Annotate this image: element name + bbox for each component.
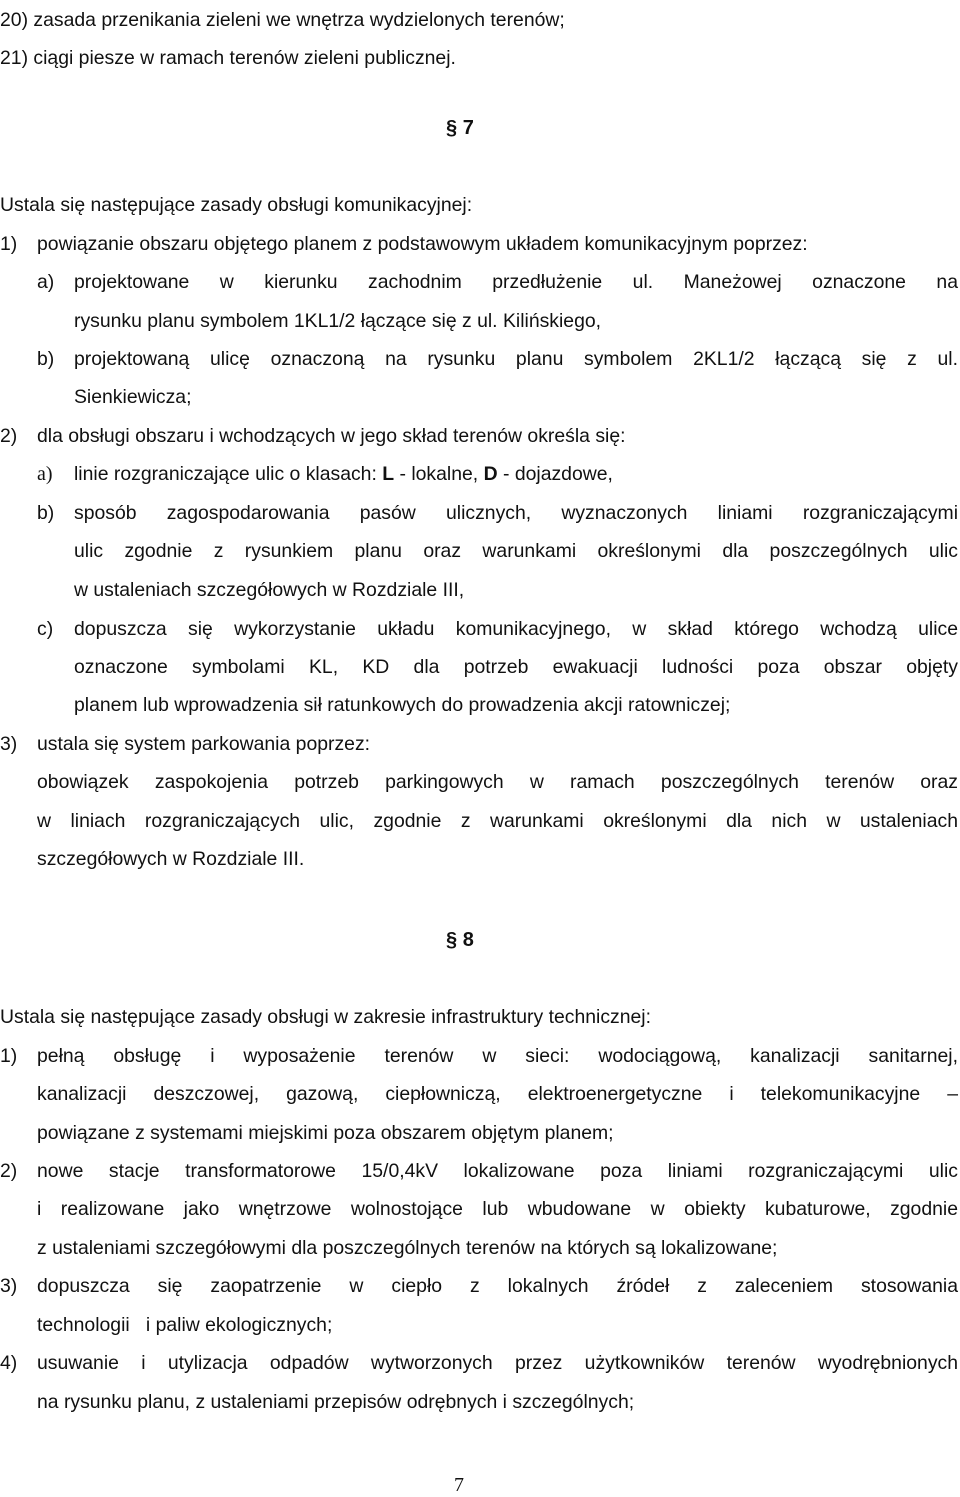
list-number: 1) [0,1045,18,1067]
list-number: 3) [0,733,18,755]
list-number: 2) [0,1160,18,1182]
item-21: 21) ciągi piesze w ramach terenów zieleni publicznej. [0,47,456,69]
list-number: 3) [0,1275,18,1297]
list-letter: c) [37,618,54,640]
page-number: 7 [454,1474,464,1496]
list-item-text: i realizowane jako wnętrzowe wolnostojące lub wbudowane w obiekty kubaturowe, zgodnie [37,1198,958,1220]
list-letter: b) [37,502,55,524]
list-number: 1) [0,233,18,255]
item-20: 20) zasada przenikania zieleni we wnętrza wydzielonych terenów; [0,9,565,31]
list-item-text: w liniach rozgraniczających ulic, zgodnie z warunkami określonymi dla nich w ustaleniach [37,810,958,832]
list-item-text: ulic zgodnie z rysunkiem planu oraz warunkami określonymi dla poszczególnych ulic [74,540,958,562]
list-item-text: Sienkiewicza; [74,386,192,408]
list-item-text: dla obsługi obszaru i wchodzących w jego skład terenów określa się: [37,425,626,447]
section-8-heading [446,928,474,952]
section-number: 8 [462,929,474,951]
section-7-intro: Ustala się następujące zasady obsługi komunikacyjnej: [0,194,473,216]
list-item-text: powiązane z systemami miejskimi poza obszarem objętym planem; [37,1122,614,1144]
list-letter: a) [37,463,53,485]
list-item-text: pełną obsługę i wyposażenie terenów w sieci: wodociągową, kanalizacji sanitarnej, [37,1045,958,1067]
list-item-text: oznaczone symbolami KL, KD dla potrzeb ewakuacji ludności poza obszar objęty [74,656,958,678]
list-number: 4) [0,1352,18,1374]
class-d: D [483,463,498,485]
list-item-text: kanalizacji deszczowej, gazową, ciepłowniczą, elektroenergetyczne i telekomunikacyjne – [37,1083,958,1105]
list-item-text: projektowane w kierunku zachodnim przedłużenie ul. Maneżowej oznaczone na [74,271,958,293]
list-item-text: projektowaną ulicę oznaczoną na rysunku planu symbolem 2KL1/2 łączącą się z ul. [74,348,958,370]
class-l: L [382,463,395,485]
section-8-intro: Ustala się następujące zasady obsługi w zakresie infrastruktury technicznej: [0,1006,651,1028]
paragraph-sign: § [446,929,458,951]
list-item-text: technologii i paliw ekologicznych; [37,1314,333,1336]
list-item-text: rysunku planu symbolem 1KL1/2 łączące się z ul. Kilińskiego, [74,310,602,332]
section-7-heading [446,116,474,140]
list-item-text: w ustaleniach szczegółowych w Rozdziale III, [74,579,465,601]
list-item-text: z ustaleniami szczegółowymi dla poszczególnych terenów na których są lokalizowane; [37,1237,778,1259]
paragraph-sign: § [446,117,458,139]
section-number: 7 [462,117,474,139]
list-item-text: obowiązek zaspokojenia potrzeb parkingowych w ramach poszczególnych terenów oraz [37,771,958,793]
list-number: 2) [0,425,18,447]
list-item-text: usuwanie i utylizacja odpadów wytworzonych przez użytkowników terenów wyodrębnionych [37,1352,958,1374]
list-item-text: ustala się system parkowania poprzez: [37,733,371,755]
list-letter: b) [37,348,55,370]
list-item-text: na rysunku planu, z ustaleniami przepisów odrębnych i szczególnych; [37,1391,635,1413]
list-item-text: planem lub wprowadzenia sił ratunkowych do prowadzenia akcji ratowniczej; [74,694,731,716]
list-item-text: dopuszcza się zaopatrzenie w ciepło z lokalnych źródeł z zaleceniem stosowania [37,1275,958,1297]
list-item-text: sposób zagospodarowania pasów ulicznych, wyznaczonych liniami rozgraniczającymi [74,502,958,524]
list-item-text: linie rozgraniczające ulic o klasach: L - lokalne, D - dojazdowe, [74,463,613,485]
list-item-text: szczegółowych w Rozdziale III. [37,848,305,870]
list-letter: a) [37,271,55,293]
list-item-text: dopuszcza się wykorzystanie układu komunikacyjnego, w skład którego wchodzą ulice [74,618,958,640]
list-item-text: nowe stacje transformatorowe 15/0,4kV lokalizowane poza liniami rozgraniczającymi ulic [37,1160,958,1182]
list-item-text: powiązanie obszaru objętego planem z podstawowym układem komunikacyjnym poprzez: [37,233,808,255]
